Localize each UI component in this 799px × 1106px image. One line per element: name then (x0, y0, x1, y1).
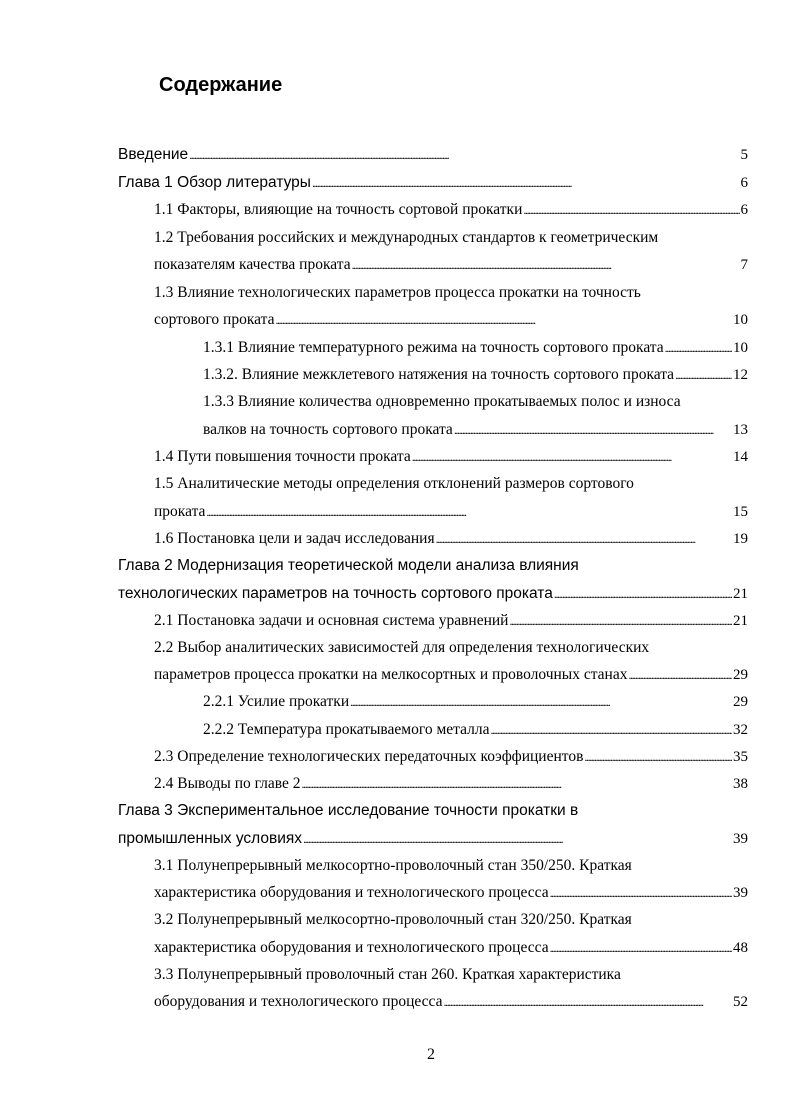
toc-entry-chapter-2-line-2[interactable] (118, 585, 748, 607)
toc-entry-text: 1.3.2. Влияние межклетевого натяжения на точность сортового проката (203, 366, 675, 383)
toc-entry-text: сортового проката (154, 311, 275, 328)
toc-entry-text: 3.3 Полунепрерывный проволочный стан 260. Краткая характеристика (154, 966, 621, 983)
dot-leader (628, 666, 732, 684)
toc-entry-3-2-line-1[interactable] (154, 911, 748, 933)
toc-entry-2-4[interactable] (154, 775, 748, 797)
toc-page-number: 32 (733, 722, 748, 738)
toc-page-number: 29 (733, 694, 748, 710)
dot-leader (584, 748, 732, 766)
toc-entry-text: валков на точность сортового проката (203, 421, 453, 438)
toc-entry-text: технологических параметров на точность сортового проката (118, 585, 553, 602)
toc-entry-1-3-1[interactable] (203, 339, 748, 361)
toc-entry-text: 3.2 Полунепрерывный мелкосортно-проволочный стан 320/250. Краткая (154, 911, 632, 928)
toc-entry-2-2-line-2[interactable] (154, 666, 748, 688)
toc-entry-text: параметров процесса прокатки на мелкосортных и проволочных станах (154, 666, 628, 683)
toc-entry-1-3-line-1[interactable] (154, 284, 748, 306)
dot-leader (352, 256, 740, 274)
toc-page-number: 14 (733, 449, 748, 465)
toc-entry-text: 1.5 Аналитические методы определения отклонений размеров сортового (154, 475, 634, 492)
toc-page-number: 38 (733, 776, 748, 792)
toc-entry-text: характеристика оборудования и технологического процесса (154, 884, 549, 901)
toc-entry-text: проката (154, 503, 206, 520)
toc-page-number: 12 (733, 367, 748, 383)
toc-entry-text: Введение (118, 146, 189, 163)
toc-page-number: 10 (733, 312, 748, 328)
page-title: Содержание (159, 74, 283, 96)
dot-leader (454, 421, 732, 439)
toc-entry-1-1[interactable] (154, 201, 748, 223)
toc-entry-1-4[interactable] (154, 448, 748, 470)
toc-entry-text: Глава 1 Обзор литературы (118, 174, 311, 191)
page-number: 2 (427, 1046, 435, 1063)
toc-entry-2-3[interactable] (154, 748, 748, 770)
toc-entry-2-1[interactable] (154, 612, 748, 634)
toc-entry-1-3-3-line-2[interactable] (203, 421, 748, 443)
toc-entry-text: 1.4 Пути повышения точности проката (154, 448, 411, 465)
dot-leader (523, 201, 739, 219)
dot-leader (436, 530, 732, 548)
dot-leader (490, 721, 732, 739)
toc-entry-text: 2.3 Определение технологических передаточных коэффициентов (154, 748, 584, 765)
toc-entry-introduction[interactable] (118, 146, 748, 168)
toc-entry-text: промышленных условиях (118, 830, 303, 847)
toc-entry-1-3-line-2[interactable] (154, 311, 748, 333)
toc-entry-text: 3.1 Полунепрерывный мелкосортно-проволочный стан 350/250. Краткая (154, 857, 632, 874)
toc-page-number: 10 (733, 340, 748, 356)
dot-leader (303, 830, 732, 848)
toc-entry-chapter-1[interactable] (118, 174, 748, 196)
dot-leader (444, 993, 733, 1011)
toc-page-number: 21 (733, 613, 748, 629)
toc-entry-3-2-line-2[interactable] (154, 939, 748, 961)
toc-entry-3-3-line-2[interactable] (154, 993, 748, 1015)
toc-page-number: 52 (733, 994, 748, 1010)
dot-leader (509, 612, 732, 630)
toc-page-number: 7 (740, 257, 748, 273)
toc-entry-text: характеристика оборудования и технологического процесса (154, 939, 549, 956)
toc-entry-text: 2.2 Выбор аналитических зависимостей для определения технологических (154, 639, 650, 656)
toc-entry-3-1-line-1[interactable] (154, 857, 748, 879)
toc-page-number: 35 (733, 749, 748, 765)
toc-entry-text: оборудования и технологического процесса (154, 993, 443, 1010)
toc-entry-text: Глава 2 Модернизация теоретической модели анализа влияния (118, 557, 579, 574)
toc-page-number: 39 (733, 831, 748, 847)
dot-leader (554, 585, 732, 603)
toc-entry-text: 2.2.1 Усилие прокатки (203, 693, 350, 710)
toc-page-number: 15 (733, 504, 748, 520)
toc-entry-text: 1.1 Факторы, влияющие на точность сортовой прокатки (154, 201, 523, 218)
toc-page-number: 21 (733, 586, 748, 602)
toc-entry-1-6[interactable] (154, 530, 748, 552)
toc-entry-1-3-2[interactable] (203, 366, 748, 388)
toc-entry-3-3-line-1[interactable] (154, 966, 748, 988)
toc-entry-1-5-line-2[interactable] (154, 503, 748, 525)
toc-entry-text: Глава 3 Экспериментальное исследование точности прокатки в (118, 802, 579, 819)
toc-entry-2-2-2[interactable] (203, 721, 748, 743)
toc-page-number: 6 (740, 175, 748, 191)
toc-entry-1-3-3-line-1[interactable] (203, 393, 748, 415)
toc-entry-1-2-line-2[interactable] (154, 256, 748, 278)
toc-entry-text: 2.1 Постановка задачи и основная система уравнений (154, 612, 509, 629)
toc-entry-2-2-1[interactable] (203, 693, 748, 715)
toc-page-number: 13 (733, 422, 748, 438)
toc-entry-3-1-line-2[interactable] (154, 884, 748, 906)
toc-page-number: 6 (740, 202, 748, 218)
toc-entry-2-2-line-1[interactable] (154, 639, 748, 661)
toc-page-number: 29 (733, 667, 748, 683)
toc-entry-text: 1.6 Постановка цели и задач исследования (154, 530, 435, 547)
toc-entry-text: показателям качества проката (154, 256, 351, 273)
dot-leader (412, 448, 732, 466)
dot-leader (275, 311, 732, 329)
dot-leader (206, 503, 732, 521)
toc-page-number: 5 (740, 147, 748, 163)
dot-leader (550, 884, 732, 902)
toc-entry-text: 1.3 Влияние технологических параметров процесса прокатки на точность (154, 284, 641, 301)
dot-leader (312, 174, 740, 192)
toc-entry-chapter-3-line-1[interactable] (118, 802, 748, 824)
toc-entry-chapter-3-line-2[interactable] (118, 830, 748, 852)
dot-leader (189, 146, 739, 164)
toc-page-number: 39 (733, 885, 748, 901)
toc-entry-text: 1.2 Требования российских и международных стандартов к геометрическим (154, 229, 659, 246)
dot-leader (350, 693, 732, 711)
toc-entry-chapter-2-line-1[interactable] (118, 557, 748, 579)
toc-entry-text: 2.4 Выводы по главе 2 (154, 775, 301, 792)
toc-entry-text: 1.3.1 Влияние температурного режима на точность сортового проката (203, 339, 664, 356)
toc-page-number: 48 (733, 940, 748, 956)
toc-page-number: 19 (733, 531, 748, 547)
dot-leader (550, 939, 732, 957)
toc-entry-1-2-line-1[interactable] (154, 229, 748, 251)
dot-leader (665, 339, 732, 357)
dot-leader (302, 775, 732, 793)
toc-entry-text: 2.2.2 Температура прокатываемого металла (203, 721, 490, 738)
toc-entry-1-5-line-1[interactable] (154, 475, 748, 497)
dot-leader (675, 366, 732, 384)
toc-entry-text: 1.3.3 Влияние количества одновременно прокатываемых полос и износа (203, 393, 681, 410)
